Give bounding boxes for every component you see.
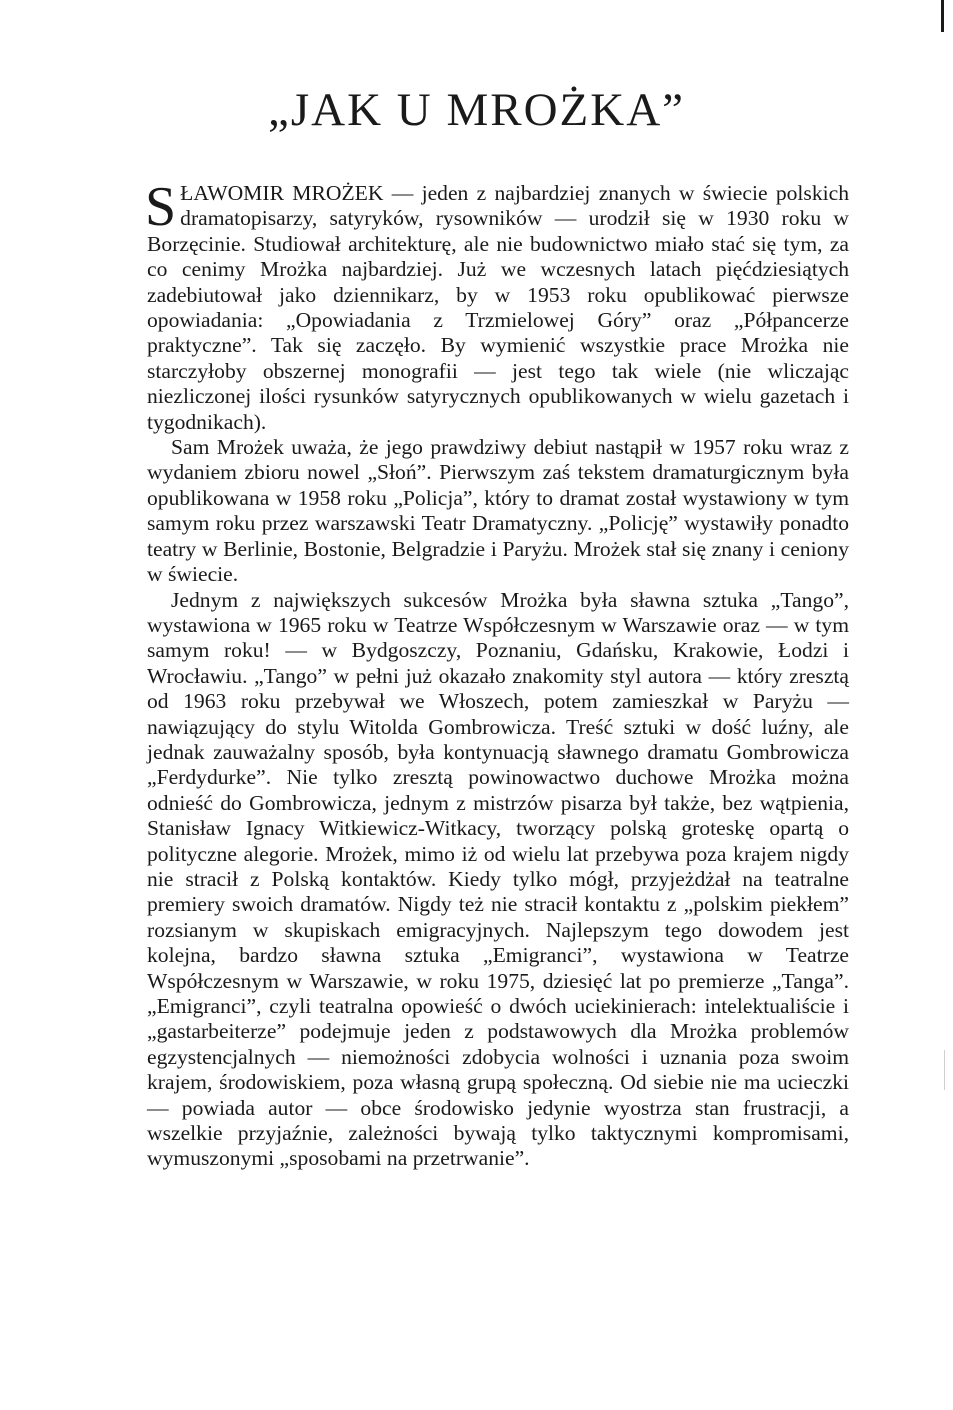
- scan-edge-shadow: [944, 1050, 945, 1090]
- drop-cap: S: [145, 176, 177, 238]
- page-title: „JAK U MROŻKA”: [267, 84, 685, 136]
- paragraph-1: [145, 176, 849, 435]
- paragraph-1-text: ŁAWOMIR MROŻEK — jeden z najbardziej znanych w świecie polskich dramatopisarzy, satyryków, rysowników — urodził się w 1930 roku w Borzęcinie. Studiował architekturę, ale nie budownictwo miało stać się tym, za co cenimy Mrożka najbardziej. Już we wczesnych latach pięćdziesiątych zadebiutował jako dziennikarz, by w 1953 roku opublikować pierwsze opowiadania: „Opowiadania z Trzmielowej Góry” oraz „Półpancerze praktyczne”. Tak się zaczęło. By wymienić wszystkie prace Mrożka nie starczyłoby obszernej monografii — jest tego tak wiele (nie wliczając niezliczonej ilości rysunków satyrycznych opublikowanych w wielu gazetach i tygodnikach).: [147, 181, 849, 434]
- scan-edge-mark: [941, 0, 944, 32]
- article-body: [145, 176, 849, 1172]
- paragraph-3: Jednym z największych sukcesów Mrożka była sławna sztuka „Tango”, wystawiona w 1965 roku w Teatrze Współczesnym w Warszawie oraz — w tym samym roku! — w Bydgoszczy, Poznaniu, Gdańsku, Krakowie, Łodzi i Wrocławiu. „Tango” w pełni już okazało znakomity styl autora — który zresztą od 1963 roku przebywał we Włoszech, potem zamieszkał w Paryżu — nawiązujący do stylu Witolda Gombrowicza. Treść sztuki w dość luźny, ale jednak zauważalny sposób, była kontynuacją sławnego dramatu Gombrowicza „Ferdydurke”. Nie tylko zresztą powinowactwo duchowe Mrożka można odnieść do Gombrowicza, jednym z mistrzów pisarza był także, bez wątpienia, Stanisław Ignacy Witkiewicz-Witkacy, tworzący polską groteskę opartą o polityczne alegorie. Mrożek, mimo iż od wielu lat przebywa poza krajem nigdy nie stracił z Polską kontaktów. Kiedy tylko mógł, przyjeżdżał na teatralne premiery swoich dramatów. Nigdy też nie stracił kontaktu z „polskim piekłem” rozsianym w skupiskach emigracyjnych. Najlepszym tego dowodem jest kolejna, bardzo sławna sztuka „Emigranci”, wystawiona w Teatrze Współczesnym w Warszawie, w roku 1975, dziesięć lat po premierze „Tanga”. „Emigranci”, czyli teatralna opowieść o dwóch uciekinierach: intelektualiście i „gastarbeiterze” podejmuje jeden z podstawowych dla Mrożka problemów egzystencjalnych — niemożności zdobycia wolności i uznania poza swoim krajem, środowiskiem, poza własną grupą społeczną. Od siebie nie ma ucieczki — powiada autor — obce środowisko jedynie wyostrza stan frustracji, a wszelkie przyjaźnie, zależności bywają tylko taktycznymi kompromisami, wymuszonymi „sposobami na przetrwanie”.: [147, 587, 849, 1171]
- paragraph-2: Sam Mrożek uważa, że jego prawdziwy debiut nastąpił w 1957 roku wraz z wydaniem zbioru nowel „Słoń”. Pierwszym zaś tekstem dramaturgicznym była opublikowana w 1958 roku „Policja”, który to dramat został wystawiony w tym samym roku przez warszawski Teatr Dramatyczny. „Policję” wystawiły ponadto teatry w Berlinie, Bostonie, Belgradzie i Paryżu. Mrożek stał się znany i ceniony w świecie.: [147, 435, 849, 587]
